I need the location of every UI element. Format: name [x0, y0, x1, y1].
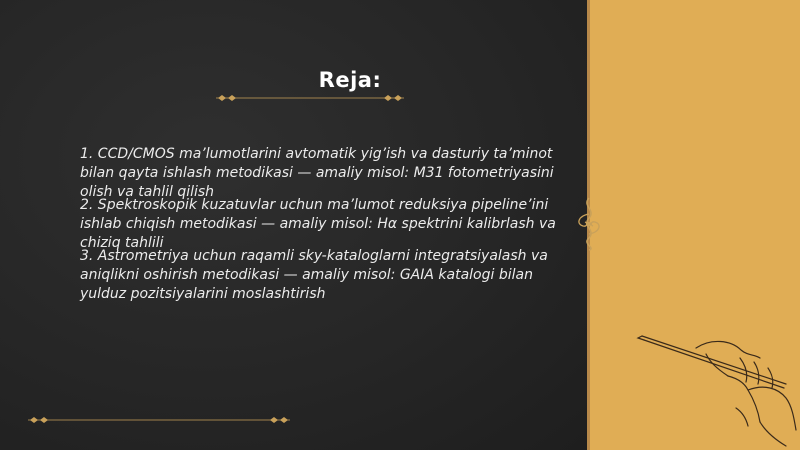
list-item: 2. Spektroskopik kuzatuvlar uchun ma’lumot reduksiya pipeline’ini ishlab chiqish metodikasi — amaliy misol: Hα spektrini kalibrlash va chiziq tahlili	[80, 197, 556, 251]
hand-with-pen-icon	[636, 318, 800, 450]
slide-title: Reja:	[318, 68, 382, 92]
scroll-ornament-icon	[574, 196, 604, 252]
list-item: 3. Astrometriya uchun raqamli sky-kataloglarni integratsiyalash va aniqlikni oshirish metodikasi — amaliy misol: GAIA katalogi bilan yulduz pozitsiyalarini moslashtirish	[80, 248, 548, 302]
list-item: 1. CCD/CMOS ma’lumotlarini avtomatik yig’ish va dasturiy ta’minot bilan qayta ishlash metodikasi — amaliy misol: M31 fotometriyasini olish va tahlil qilish	[80, 146, 554, 200]
title-divider	[216, 93, 404, 103]
footer-divider	[28, 415, 290, 425]
